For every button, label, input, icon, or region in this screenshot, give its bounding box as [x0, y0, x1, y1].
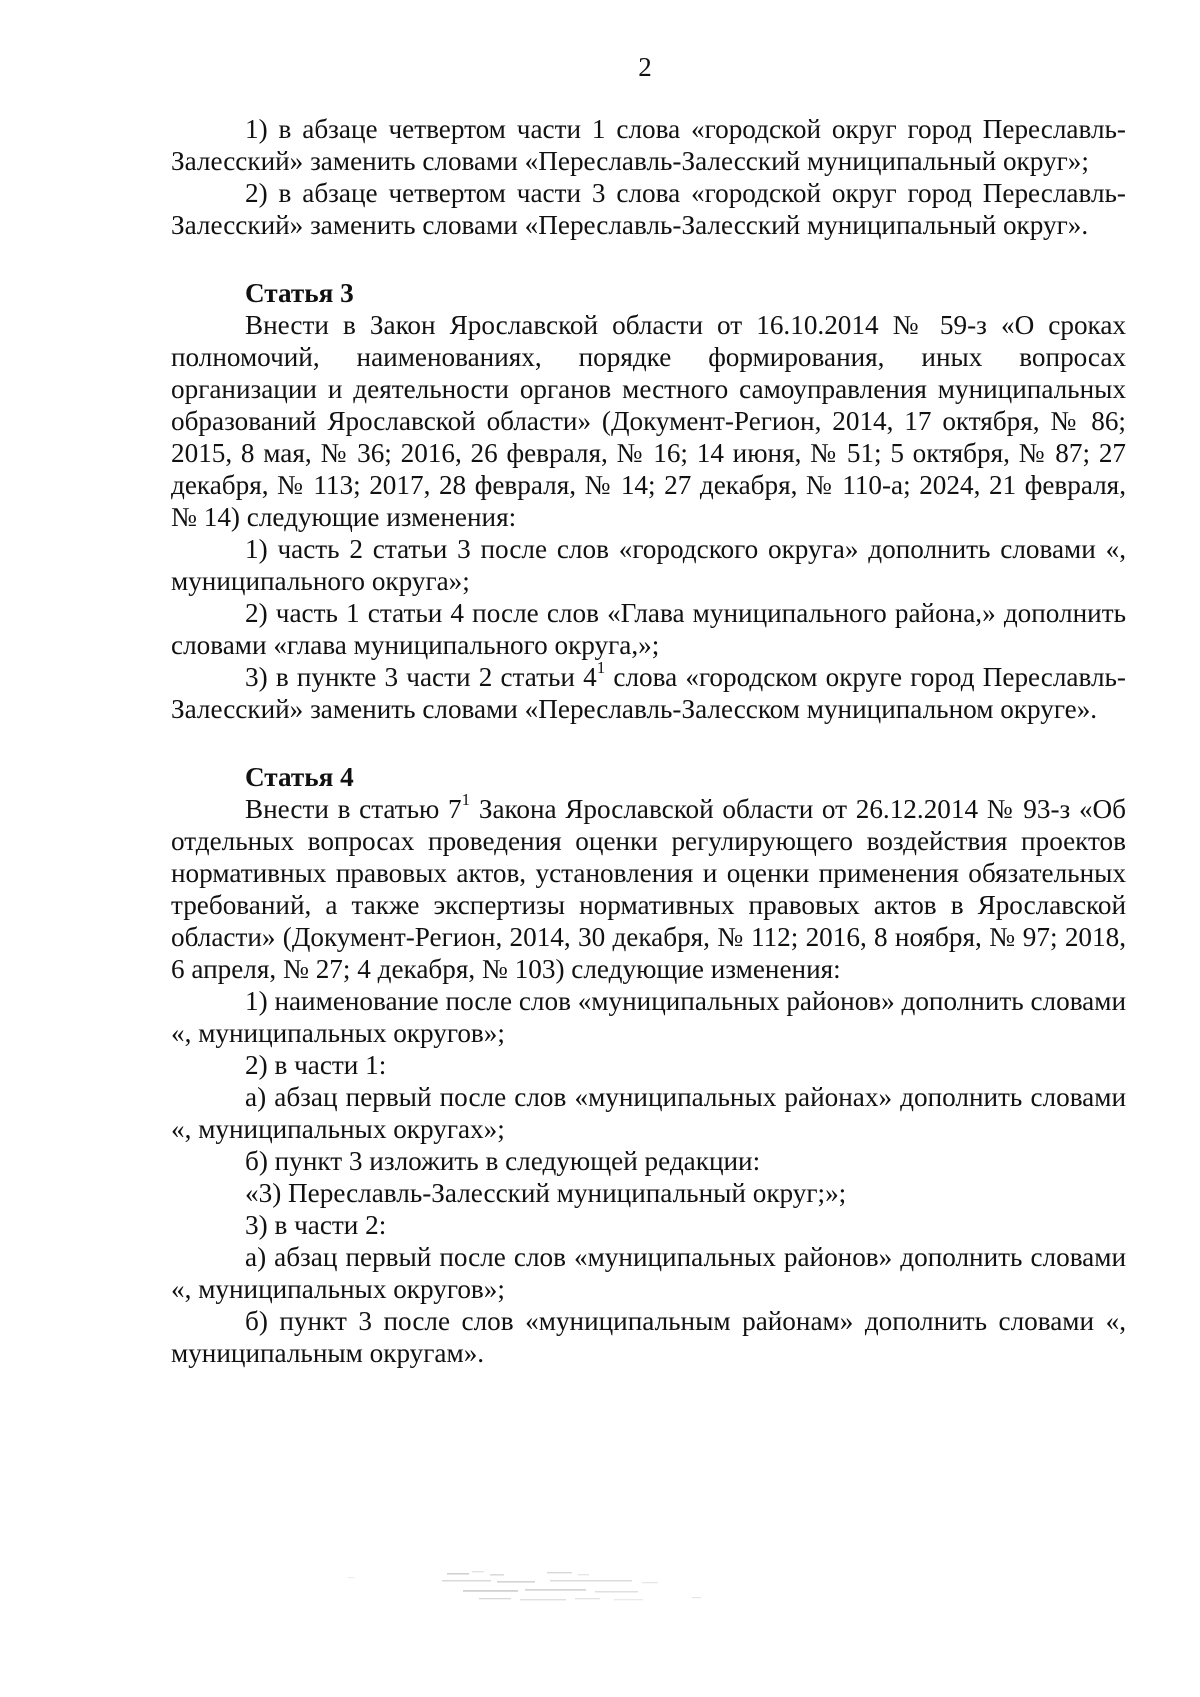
article-4-item: «3) Переславль-Залесский муниципальный округ;»; [245, 1178, 847, 1208]
article-4-item: 3) в части 2: [245, 1210, 387, 1240]
article-4-item: а) абзац первый после слов «муниципальных районов» дополнить словами «, муниципальных округов»; [171, 1242, 1126, 1304]
article-3-item-2: 2) часть 1 статьи 4 после слов «Глава муниципального района,» дополнить словами «глава муниципального округа,»; [171, 598, 1126, 660]
article-4-heading: Статья 4 [245, 762, 354, 792]
article-3-item-3 [171, 657, 1126, 725]
article-3-item-3-text-end: слова «городском округе город Переславль-Залесский» заменить словами «Переславль-Залесском муниципальном округе». [171, 662, 1126, 724]
article-3-heading: Статья 3 [245, 278, 354, 308]
article-4-item: а) абзац первый после слов «муниципальных районах» дополнить словами «, муниципальных округах»; [171, 1082, 1126, 1144]
document-body [171, 113, 1126, 1369]
article-3-item-3-superscript: 1 [596, 657, 606, 677]
article-4-item: 2) в части 1: [245, 1050, 387, 1080]
article-4-item: б) пункт 3 после слов «муниципальным районам» дополнить словами «, муниципальным округам». [171, 1306, 1126, 1368]
intro-item-2: 2) в абзаце четвертом части 3 слова «городской округ город Переславль-Залесский» заменить словами «Переславль-Залесский муниципальный округ». [171, 178, 1126, 240]
page-number: 2 [638, 52, 652, 82]
article-4-preamble-superscript: 1 [461, 789, 471, 809]
article-4-preamble-text-start: Внести в статью 7 [245, 794, 462, 824]
article-4-preamble [171, 789, 1126, 985]
intro-item-1: 1) в абзаце четвертом части 1 слова «городской округ город Переславль-Залесский» заменить словами «Переславль-Залесский муниципальный округ»; [171, 114, 1126, 176]
article-3-item-3-text-start: 3) в пункте 3 части 2 статьи 4 [245, 662, 597, 692]
article-3-item-1: 1) часть 2 статьи 3 после слов «городского округа» дополнить словами «, муниципального округа»; [171, 534, 1126, 596]
article-3-preamble: Внести в Закон Ярославской области от 16.10.2014 № 59-з «О сроках полномочий, наименованиях, порядке формирования, иных вопросах организации и деятельности органов местного самоуправления муниципальных образований Ярославской области» (Документ-Регион, 2014, 17 октября, № 86; 2015, 8 мая, № 36; 2016, 26 февраля, № 16; 14 июня, № 51; 5 октября, № 87; 27 декабря, № 113; 2017, 28 февраля, № 14; 27 декабря, № 110-а; 2024, 21 февраля, № 14) следующие изменения: [171, 310, 1126, 532]
article-4-item: б) пункт 3 изложить в следующей редакции: [245, 1146, 761, 1176]
section-spacer [171, 725, 1126, 761]
article-4-preamble-text-end: Закона Ярославской области от 26.12.2014 № 93-з «Об отдельных вопросах проведения оценки регулирующего воздействия проектов нормативных правовых актов, установления и оценки применения обязательных требований, а также экспертизы нормативных правовых актов в Ярославской области» (Документ-Регион, 2014, 30 декабря, № 112; 2016, 8 ноября, № 97; 2018, 6 апреля, № 27; 4 декабря, № 103) следующие изменения: [171, 794, 1126, 984]
article-4-item: 1) наименование после слов «муниципальных районов» дополнить словами «, муниципальных округов»; [171, 986, 1126, 1048]
section-spacer [171, 241, 1126, 277]
scan-artifact-marks [348, 1571, 701, 1600]
